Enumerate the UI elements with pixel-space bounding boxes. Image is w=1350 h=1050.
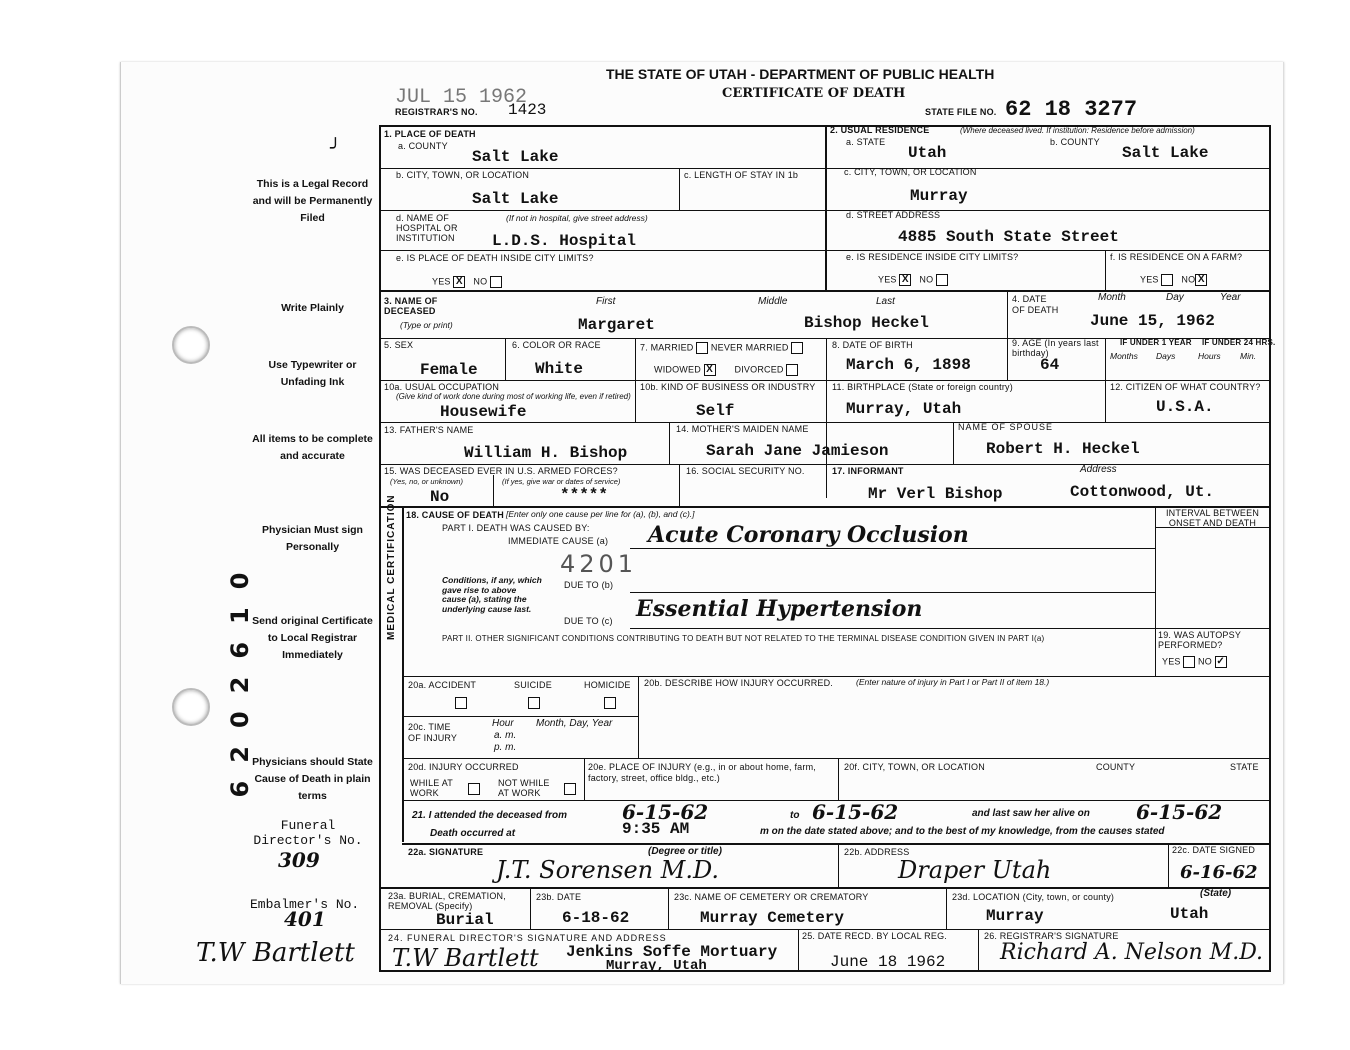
days-label: Days	[1156, 351, 1176, 361]
note-typewriter: Use Typewriter or Unfading Ink	[268, 359, 357, 388]
date-signed: 6-16-62	[1180, 862, 1258, 883]
serial-number: 6202610	[226, 554, 254, 798]
due-to-c-cause: Essential Hypertension	[636, 596, 923, 622]
burial-state-label: (State)	[1200, 888, 1232, 899]
divider	[838, 758, 839, 800]
birthplace: Murray, Utah	[846, 400, 962, 418]
farm-label: f. IS RESIDENCE ON A FARM?	[1110, 252, 1243, 262]
hospital-label: d. NAME OF HOSPITAL OR INSTITUTION	[396, 213, 458, 243]
divorced-checkbox[interactable]	[786, 364, 798, 376]
armed-note: (Yes, no, or unknown)	[390, 477, 463, 486]
cause-note: [Enter only one cause per line for (a), (b), and (c).]	[506, 509, 695, 519]
divider	[1007, 338, 1008, 380]
place-of-injury-label: 20e. PLACE OF INJURY (e.g., in or about home, farm, factory, street, office bldg., etc.)	[588, 762, 816, 783]
year-label: Year	[1220, 292, 1241, 303]
citizen-label: 12. CITIZEN OF WHAT COUNTRY?	[1110, 382, 1261, 392]
inside-limits-yes-checkbox[interactable]: X	[453, 276, 465, 288]
burial-date-label: 23b. DATE	[536, 892, 582, 902]
spouse-name: Robert H. Heckel	[986, 440, 1140, 458]
injury-city-label: 20f. CITY, TOWN, OR LOCATION	[844, 762, 985, 772]
degree-label: (Degree or title)	[648, 846, 722, 857]
deceased-first-name: Margaret	[578, 316, 655, 334]
injury-state-label: STATE	[1230, 762, 1259, 772]
mother-maiden-name: Sarah Jane Jamieson	[706, 442, 889, 460]
color-label: 6. COLOR OR RACE	[512, 340, 601, 350]
birth-date-label: 8. DATE OF BIRTH	[832, 340, 913, 350]
hospital-note: (If not in hospital, give street address)	[506, 213, 648, 223]
cemetery-label: 23c. NAME OF CEMETERY OR CREMATORY	[674, 892, 869, 902]
funeral-director-no-label: Funeral Director's No.	[253, 818, 363, 848]
last-saw-label: and last saw her alive on	[972, 808, 1090, 819]
months-label: Months	[1110, 351, 1138, 361]
divider	[379, 210, 1271, 211]
yes-label: YES	[432, 276, 451, 287]
color-race: White	[535, 360, 584, 378]
funeral-director-label: 24. FUNERAL DIRECTOR'S SIGNATURE AND ADDRESS	[388, 933, 667, 943]
residence-label: 2. USUAL RESIDENCE	[830, 125, 930, 135]
under-1-year-label: IF UNDER 1 YEAR	[1120, 338, 1192, 347]
immediate-cause-label: IMMEDIATE CAUSE (a)	[508, 536, 609, 546]
suicide-label: SUICIDE	[514, 680, 552, 690]
divider	[379, 929, 1271, 930]
divider	[669, 422, 670, 464]
divider	[402, 506, 404, 842]
divider	[630, 548, 1155, 549]
occupation-label: 10a. USUAL OCCUPATION	[384, 382, 500, 392]
first-label: First	[596, 296, 616, 307]
divider	[630, 592, 1155, 593]
embalmer-signature: T.W Bartlett	[196, 938, 355, 968]
last-label: Last	[876, 296, 895, 307]
citizen: U.S.A.	[1156, 398, 1214, 416]
sex: Female	[420, 361, 478, 379]
registrar-signature: Richard A. Nelson M.D.	[1000, 940, 1264, 965]
homicide-checkbox[interactable]	[604, 697, 616, 709]
city-label: c. CITY, TOWN, OR LOCATION	[844, 167, 977, 177]
embalmer-no-label: Embalmer's No.	[250, 897, 360, 912]
note-physician-sign: Physician Must sign Personally	[262, 524, 363, 553]
divider	[1155, 628, 1269, 629]
deceased-middle-last-name: Bishop Heckel	[804, 314, 929, 332]
widowed-label: WIDOWED	[654, 364, 701, 375]
city-label: b. CITY, TOWN, OR LOCATION	[396, 170, 530, 180]
farm-yes-checkbox[interactable]	[1161, 274, 1173, 286]
divider	[638, 676, 639, 758]
birth-date: March 6, 1898	[846, 356, 971, 374]
informant-address: Cottonwood, Ut.	[1070, 483, 1215, 501]
embalmer-no: 401	[284, 907, 326, 931]
date-received-label: 25. DATE RECD. BY LOCAL REG.	[802, 931, 947, 941]
divider	[402, 676, 1269, 677]
under-24-hrs-label: IF UNDER 24 HRS.	[1202, 338, 1276, 347]
medical-certification-label: MEDICAL CERTIFICATION	[386, 494, 397, 640]
note-send-original: Send original Certificate to Local Registrar Immediately	[252, 615, 373, 661]
birthplace-label: 11. BIRTHPLACE (State or foreign country)	[832, 382, 1013, 392]
last-saw-date: 6-15-62	[1136, 800, 1223, 824]
divider	[379, 887, 1271, 889]
registrar-label: REGISTRAR'S NO.	[395, 107, 478, 117]
divider	[1007, 290, 1008, 338]
divider	[630, 628, 1155, 629]
month-day-year-label: Month, Day, Year	[536, 718, 613, 729]
divider	[826, 338, 827, 498]
business: Self	[696, 402, 735, 420]
widowed-checkbox[interactable]: X	[704, 364, 716, 376]
business-label: 10b. KIND OF BUSINESS OR INDUSTRY	[640, 382, 816, 392]
attended-to: 6-15-62	[812, 800, 899, 824]
to-label: to	[790, 810, 800, 821]
address-label: Address	[1080, 464, 1117, 475]
divider	[838, 843, 839, 887]
burial-location-label: 23d. LOCATION (City, town, or county)	[952, 892, 1115, 902]
divider	[978, 929, 979, 970]
divider	[402, 716, 638, 717]
note-items-complete: All items to be complete and accurate	[252, 433, 373, 462]
burial-location: Murray	[986, 907, 1044, 925]
due-to-b-label: DUE TO (b)	[564, 580, 614, 590]
signature-label: 22a. SIGNATURE	[408, 847, 484, 857]
divider	[402, 758, 1269, 759]
month-label: Month	[1098, 292, 1126, 303]
no-label: NO	[473, 276, 488, 287]
conditions-note: Conditions, if any, which gave rise to above cause (a), stating the underlying cause last.	[442, 575, 542, 614]
pm-label: p. m.	[494, 742, 517, 753]
residence-state: Utah	[908, 144, 947, 162]
divider	[668, 887, 669, 929]
divider	[679, 464, 680, 507]
injury-county-label: COUNTY	[1096, 762, 1136, 772]
autopsy-label: 19. WAS AUTOPSY PERFORMED?	[1158, 630, 1241, 650]
divider	[679, 168, 680, 210]
inside-limits-no-checkbox[interactable]	[490, 276, 502, 288]
divider	[825, 125, 827, 291]
divider	[505, 338, 506, 380]
burial-type: Burial	[436, 911, 494, 929]
divider	[379, 380, 1271, 381]
due-to-c-label: DUE TO (c)	[564, 616, 613, 626]
note-write-plainly: Write Plainly	[281, 302, 344, 314]
part-2-label: PART II. OTHER SIGNIFICANT CONDITIONS CONTRIBUTING TO DEATH BUT NOT RELATED TO THE TERMINAL DISEASE CONDITION GIVEN IN PART I(a)	[442, 634, 1045, 643]
cause-of-death-label: 18. CAUSE OF DEATH	[406, 510, 504, 520]
divider	[379, 290, 1271, 292]
divider	[379, 506, 1271, 508]
divider	[530, 887, 531, 929]
divider	[1105, 250, 1106, 291]
residence-inside-no-checkbox[interactable]	[936, 274, 948, 286]
service-dates: *****	[560, 486, 609, 504]
note-legal-record: This is a Legal Record and will be Permanently Filed	[252, 178, 373, 224]
immediate-cause: Acute Coronary Occlusion	[648, 522, 969, 548]
spouse-label: NAME OF SPOUSE	[958, 422, 1054, 432]
father-name: William H. Bishop	[464, 444, 628, 462]
punch-hole	[172, 326, 210, 364]
occurred-note: m on the date stated above; and to the best of my knowledge, from the causes stated	[760, 826, 1165, 837]
age-label: 9. AGE (In years last birthday)	[1012, 338, 1099, 358]
service-note: (If yes, give war or dates of service)	[502, 477, 621, 486]
residence-city: Murray	[910, 187, 968, 205]
informant-label: 17. INFORMANT	[832, 466, 904, 476]
divider	[379, 422, 1271, 423]
funeral-home-city: Murray, Utah	[606, 958, 707, 974]
occupation-note: (Give kind of work done during most of working life, even if retired)	[396, 392, 631, 401]
county-label: b. COUNTY	[1050, 137, 1100, 147]
residence-inside-yes-checkbox[interactable]: X	[899, 274, 911, 286]
armed-forces: No	[430, 488, 450, 506]
physician-signature: J.T. Sorensen M.D.	[496, 856, 719, 884]
autopsy-yes-checkbox[interactable]	[1183, 656, 1195, 668]
mother-label: 14. MOTHER'S MAIDEN NAME	[676, 424, 809, 434]
armed-forces-label: 15. WAS DECEASED EVER IN U.S. ARMED FORCES?	[384, 466, 618, 476]
type-or-print-note: (Type or print)	[400, 320, 453, 330]
farm-no-checkbox[interactable]: X	[1195, 274, 1207, 286]
hours-label: Hours	[1198, 351, 1221, 361]
date-of-death: June 15, 1962	[1090, 312, 1215, 330]
married-label: 7. MARRIED	[640, 342, 694, 353]
physician-address: Draper Utah	[898, 856, 1052, 884]
attended-label: 21. I attended the deceased from	[412, 810, 568, 821]
funeral-director-signature: T.W Bartlett	[392, 944, 539, 972]
divider	[584, 758, 585, 800]
county-label: a. COUNTY	[398, 141, 448, 151]
burial-label: 23a. BURIAL, CREMATION, REMOVAL (Specify)	[388, 891, 506, 911]
ssn-label: 16. SOCIAL SECURITY NO.	[686, 466, 805, 476]
accident-checkbox[interactable]	[455, 697, 467, 709]
death-city: Salt Lake	[472, 190, 559, 208]
divider	[379, 250, 1271, 251]
form-title: THE STATE OF UTAH - DEPARTMENT OF PUBLIC HEALTH	[606, 66, 995, 82]
state-label: a. STATE	[846, 137, 886, 147]
divider	[1168, 843, 1169, 887]
place-of-death-label: 1. PLACE OF DEATH	[384, 129, 476, 139]
while-at-work-checkbox[interactable]	[468, 783, 480, 795]
residence-street: 4885 South State Street	[898, 228, 1119, 246]
occupation: Housewife	[440, 403, 527, 421]
while-at-work-label: WHILE AT WORK	[410, 778, 453, 798]
deceased-name-label: 3. NAME OF DECEASED	[384, 296, 438, 316]
divider	[379, 464, 1271, 465]
sex-label: 5. SEX	[384, 340, 414, 350]
injury-how-note: (Enter nature of injury in Part I or Part II of item 18.)	[856, 677, 1050, 687]
death-county: Salt Lake	[472, 148, 559, 166]
never-married-label: NEVER MARRIED	[710, 342, 789, 353]
divider	[379, 168, 1271, 169]
state-file-number: 62 18 3277	[1005, 97, 1138, 122]
part-1-label: PART I. DEATH WAS CAUSED BY:	[442, 523, 590, 533]
divider	[798, 929, 799, 970]
injury-occurred-label: 20d. INJURY OCCURRED	[408, 762, 519, 772]
divider	[1105, 338, 1106, 380]
punch-hole	[172, 688, 210, 726]
stay-label: c. LENGTH OF STAY IN 1b	[684, 170, 799, 180]
date-of-death-label: 4. DATE OF DEATH	[1012, 294, 1059, 315]
day-label: Day	[1166, 292, 1184, 303]
state-file-label: STATE FILE NO.	[925, 107, 997, 117]
attended-from: 6-15-62	[622, 800, 709, 824]
divider	[1155, 506, 1156, 676]
cause-code: 4201	[560, 550, 638, 578]
date-signed-label: 22c. DATE SIGNED	[1172, 845, 1256, 855]
burial-state: Utah	[1170, 905, 1209, 923]
residence-note: (Where deceased lived. If institution: Residence before admission)	[960, 126, 1195, 135]
time-of-injury-label: 20c. TIME OF INJURY	[408, 722, 458, 743]
age: 64	[1040, 356, 1060, 374]
registrar-signature-label: 26. REGISTRAR'S SIGNATURE	[984, 931, 1119, 941]
divorced-label: DIVORCED	[734, 364, 784, 375]
registrar-number: 1423	[508, 101, 547, 119]
informant-name: Mr Verl Bishop	[868, 485, 1003, 503]
physician-address-label: 22b. ADDRESS	[844, 847, 910, 857]
time-of-death: 9:35 AM	[622, 820, 690, 838]
inside-limits-label: e. IS PLACE OF DEATH INSIDE CITY LIMITS?	[396, 253, 594, 263]
divider	[402, 843, 1269, 845]
funeral-director-no: 309	[278, 848, 320, 872]
divider	[1105, 380, 1106, 422]
suicide-checkbox[interactable]	[528, 697, 540, 709]
street-label: d. STREET ADDRESS	[846, 210, 941, 220]
form-border	[379, 125, 381, 972]
form-subtitle: CERTIFICATE OF DEATH	[722, 86, 906, 101]
not-at-work-checkbox[interactable]	[564, 783, 576, 795]
cemetery-name: Murray Cemetery	[700, 909, 845, 927]
middle-label: Middle	[758, 296, 788, 307]
never-married-checkbox[interactable]	[791, 342, 803, 354]
received-stamp: JUL 15 1962	[395, 86, 528, 109]
form-border	[1269, 125, 1271, 972]
hospital-name: L.D.S. Hospital	[492, 232, 637, 250]
divider	[953, 422, 954, 464]
residence-county: Salt Lake	[1122, 144, 1209, 162]
married-checkbox[interactable]	[696, 342, 708, 354]
min-label: Min.	[1240, 351, 1257, 361]
homicide-label: HOMICIDE	[584, 680, 631, 690]
interval-label: INTERVAL BETWEEN ONSET AND DEATH	[1165, 508, 1260, 528]
burial-date: 6-18-62	[562, 909, 630, 927]
divider	[946, 887, 947, 929]
autopsy-no-checkbox[interactable]: ✓	[1216, 656, 1225, 667]
arrow-mark: ╯	[330, 138, 341, 158]
hour-label: Hour	[492, 718, 514, 729]
residence-inside-label: e. IS RESIDENCE INSIDE CITY LIMITS?	[846, 252, 1019, 262]
note-cause-of-death: Physicians should State Cause of Death in plain terms	[252, 756, 373, 802]
am-label: a. m.	[494, 730, 517, 741]
funeral-home-name: Jenkins Soffe Mortuary	[566, 943, 778, 961]
accident-label: 20a. ACCIDENT	[408, 680, 477, 690]
divider	[493, 475, 494, 507]
father-label: 13. FATHER'S NAME	[384, 425, 474, 435]
injury-how-label: 20b. DESCRIBE HOW INJURY OCCURRED.	[644, 678, 834, 688]
not-at-work-label: NOT WHILE AT WORK	[498, 778, 550, 798]
date-received: June 18 1962	[830, 953, 946, 971]
occurred-at-label: Death occurred at	[430, 828, 516, 839]
